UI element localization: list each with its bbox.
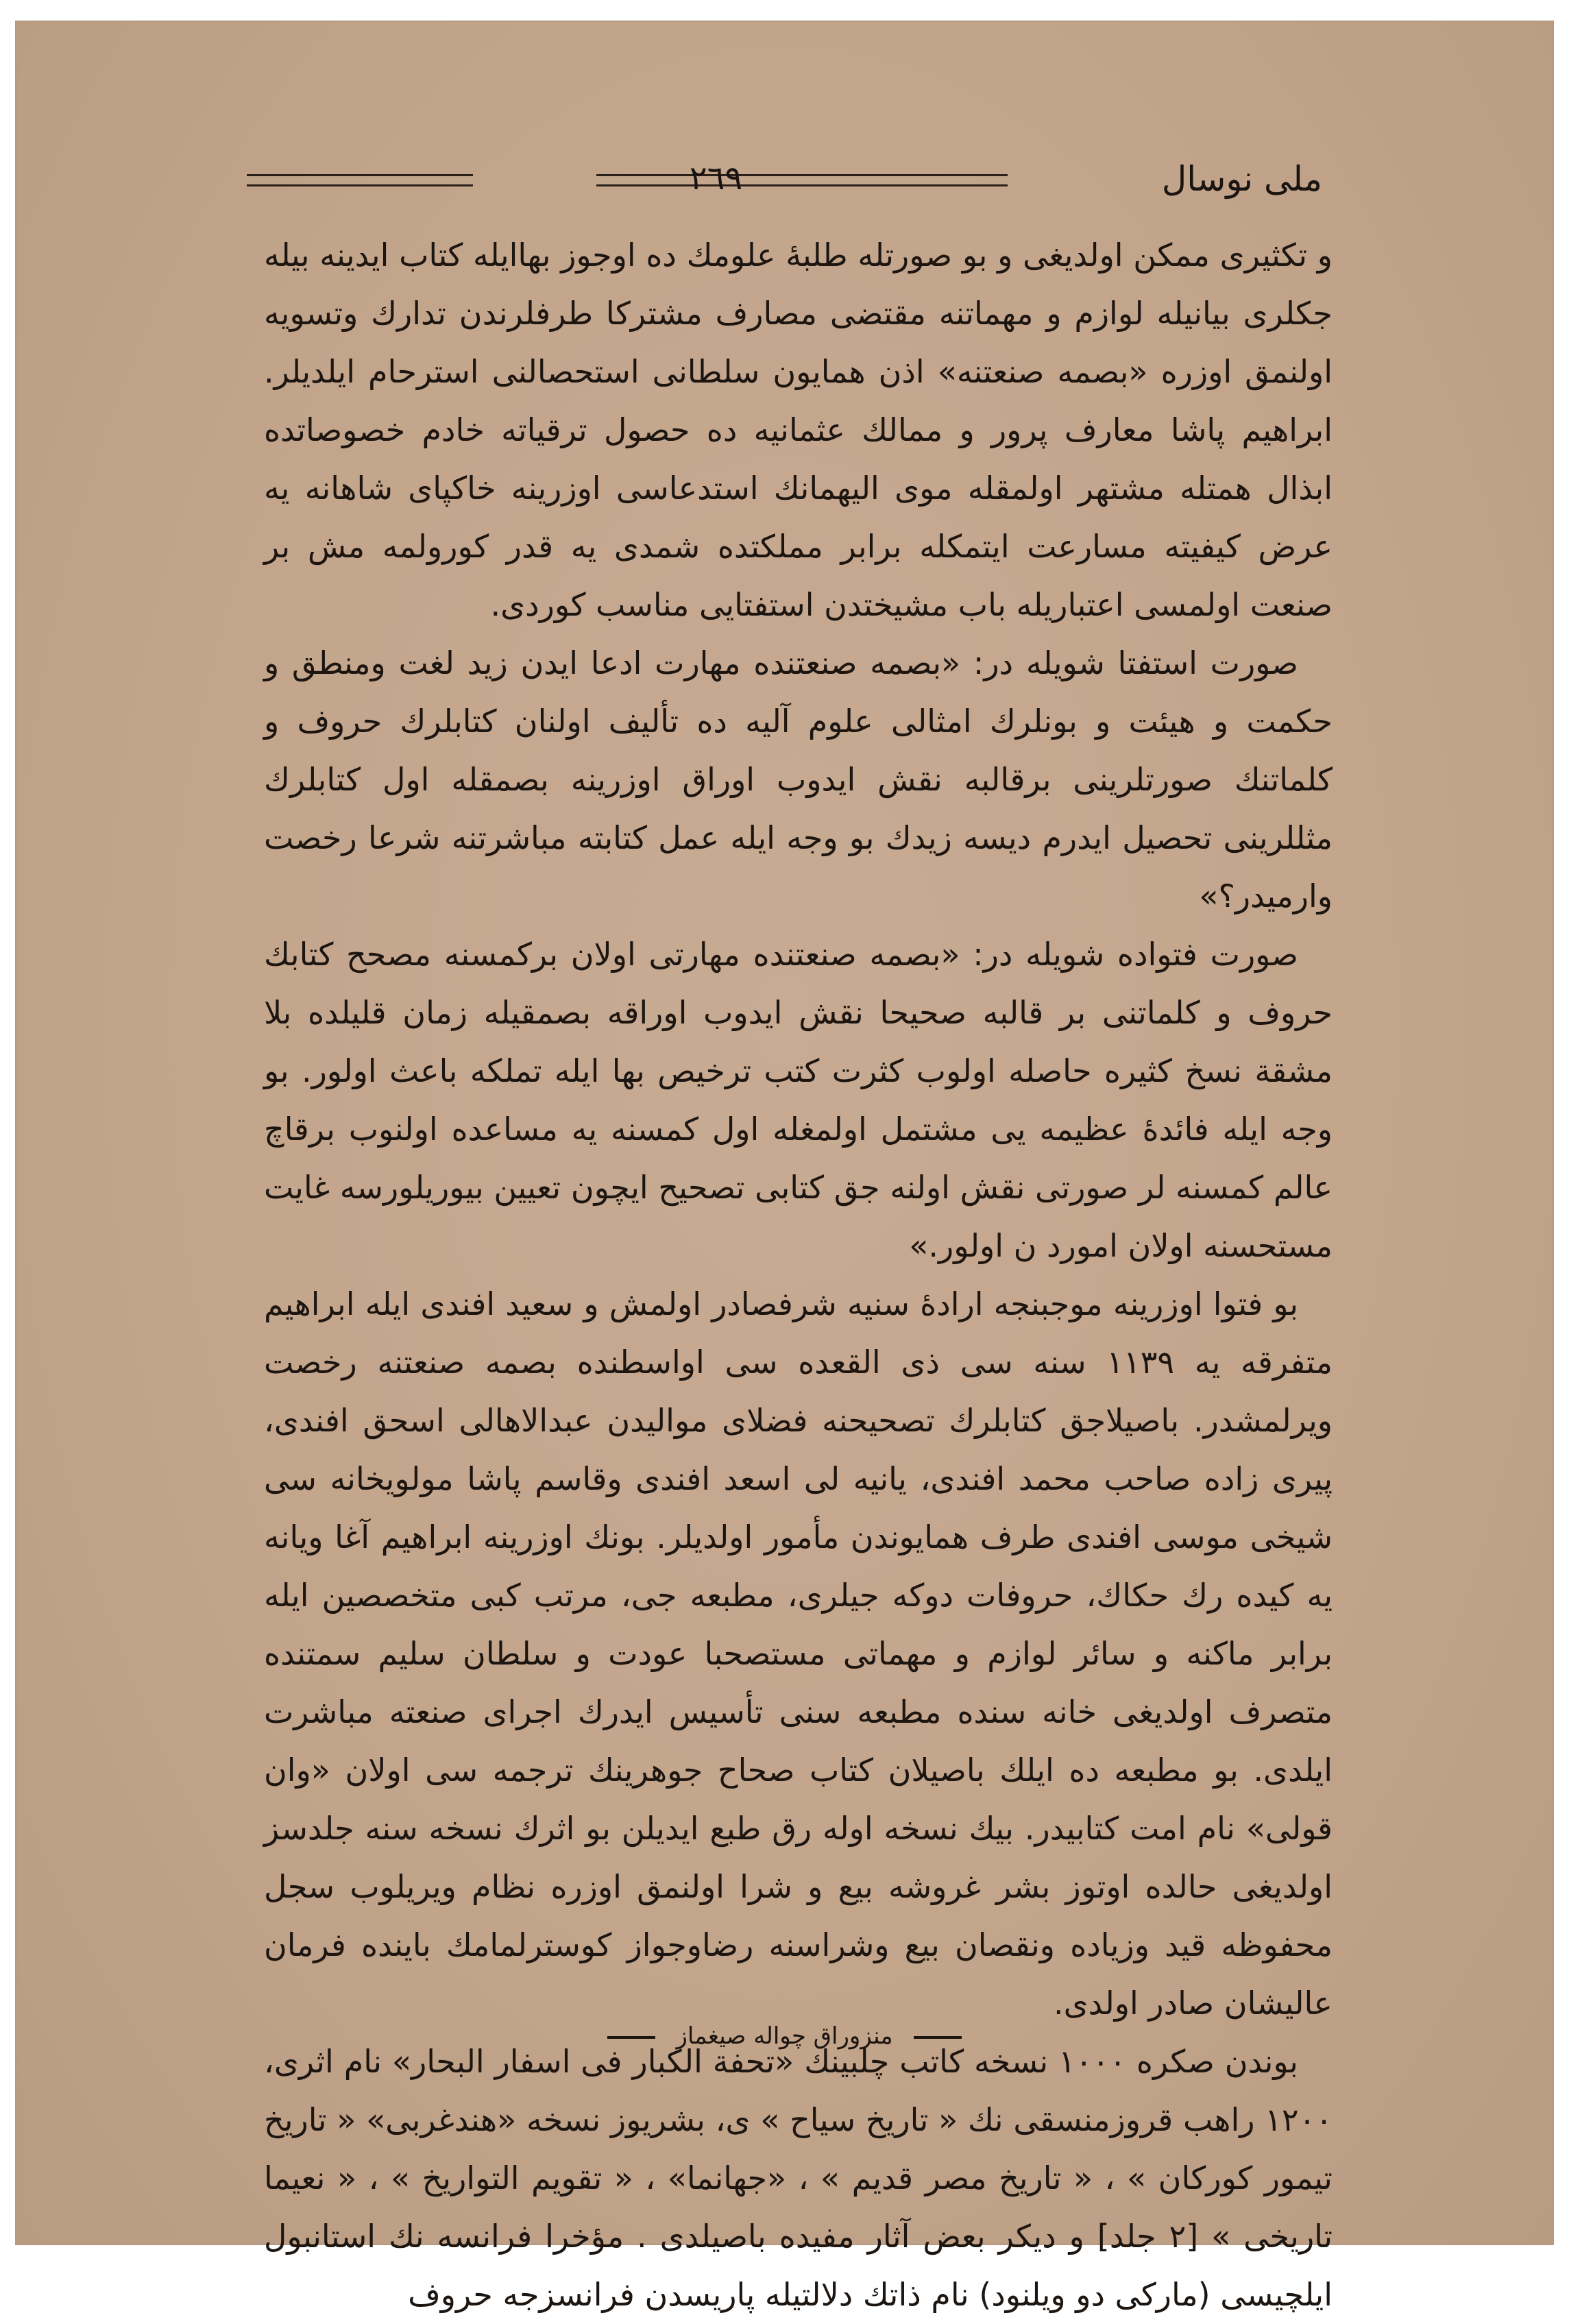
page-number: ٢٦٩ — [689, 159, 743, 197]
paragraph: بو فتوا اوزرینه موجبنجه ارادهٔ سنیه شرفصادر اولمش و سعید افندی ایله ابراهیم متفرقه یه ١١٣٩ سنه سی ذی القعده سی اواسطنده بصمه صنعتنه رخصت ویرلمشدر. باصیلاجق کتابلرك تصحیحنه فضلای موالیدن عبدالاهالی اسحق افندی، پیری زاده صاحب محمد افندی، یانیه لی اسعد افندی وقاسم پاشا مولویخانه سی شیخی موسی افندی طرف همایوندن مأمور اولدیلر. بونك اوزرینه ابراهیم آغا ویانه یه کیده رك حکاك، حروفات دوکه جیلری، مطبعه جی، مرتب کبی متخصصین ایله برابر ماکنه و سائر لوازم و مهماتی مستصحبا عودت و سلطان سلیم سمتنده متصرف اولدیغی خانه سنده مطبعه سنی تأسیس ایدرك اجرای صنعته مباشرت ایلدی. بو مطبعه ده ایلك باصیلان کتاب صحاح جوهرینك ترجمه سی اولان «وان قولی» نام امت کتابیدر. بیك نسخه اوله رق طبع ایدیلن بو اثرك نسخه سنه جلدسز اولدیغی حالده اوتوز بشر غروشه بیع و شرا اولنمق اوزره نظام ویریلوب سجل محفوظه قید وزیاده ونقصان بیع وشراسنه رضاوجواز کوسترلمامك باینده فرمان عالیشان صادر اولدی. — [264, 1285, 1333, 2022]
ornament-arrow-icon — [607, 2036, 655, 2039]
body-text — [264, 226, 1333, 2324]
page-header — [247, 159, 1322, 207]
catchword-line — [0, 2022, 1569, 2050]
paragraph: صورت فتواده شویله در: «بصمه صنعتنده مهارتی اولان برکمسنه مصحح کتابك حروف و کلماتنی بر قالبه صحیحا نقش ایدوب اوراقه بصمقیله زمان قلیلده بلا مشقة نسخ کثیره حاصله اولوب کثرت کتب ترخیص بها ایله تملکه باعث اولور. بو وجه ایله فائدهٔ عظیمه یی مشتمل اولمغله اول کمسنه یه مساعده اولنوب برقاچ عالم کمسنه لر صورتی نقش اولنه جق کتابی تصحیح ایچون تعیین بیوریلورسه غایت مستحسنه اولان امورد ن اولور.» — [264, 936, 1333, 1264]
paragraph: بوندن صکره ١٠٠٠ نسخه کاتب چلبینك «تحفة الکبار فی اسفار البحار» نام اثری، ١٢٠٠ راهب قروزمنسقی نك « تاریخ سیاح » ی، بشریوز نسخه «هندغربی» « تاریخ تیمور کورکان » ، « تاریخ مصر قدیم » ، «جهانما» ، « تقویم التواریخ » ، « نعیما تاریخی » [٢ جلد] و دیکر بعض آثار مفیده باصیلدی . مؤخرا فرانسه نك استانبول ایلچیسی (مارکی دو ویلنود) نام ذاتك دلالتیله پاریسدن فرانسزجه حروف — [264, 2043, 1333, 2313]
paragraph: و تکثیری ممکن اولدیغی و بو صورتله طلبهٔ علومك ده اوجوز بهاایله کتاب ایدینه بیله جکلری بیانیله لوازم و مهماتنه مقتضی مصارف مشترکا طرفلرندن تدارك وتسویه اولنمق اوزره «بصمه صنعتنه» اذن همایون سلطانی استحصالنی استرحام ایلدیلر. ابراهیم پاشا معارف پرور و ممالك عثمانیه ده حصول ترقیاته خادم خصوصاتده ابذال همتله مشتهر اولمقله موی الیهمانك استدعاسی اوزرینه خاکپای شاهانه یه عرض کیفیته مسارعت ایتمکله برابر مملکتده شمدی یه قدر کورولمه مش بر صنعت اولمسی اعتباریله باب مشیختدن استفتایی مناسب کوردی. — [264, 237, 1333, 623]
ornament-arrow-icon — [914, 2036, 962, 2039]
catchword: منزوراق چواله صیغماز — [676, 2022, 893, 2050]
paragraph: صورت استفتا شویله در: «بصمه صنعتنده مهارت ادعا ایدن زید لغت ومنطق و حکمت و هیئت و بونلرك امثالی علوم آلیه ده تألیف اولنان کتابلرك حروف و کلماتنك صورتلرینی برقالبه نقش ایدوب اوراق اوزرینه بصمقله اول کتابلرك مثللرینی تحصیل ایدرم دیسه زیدك بو وجه ایله عمل کتابته مباشرتنه شرعا رخصت وارمیدر؟» — [264, 644, 1333, 915]
running-title: ملی نوسال — [1161, 159, 1322, 199]
